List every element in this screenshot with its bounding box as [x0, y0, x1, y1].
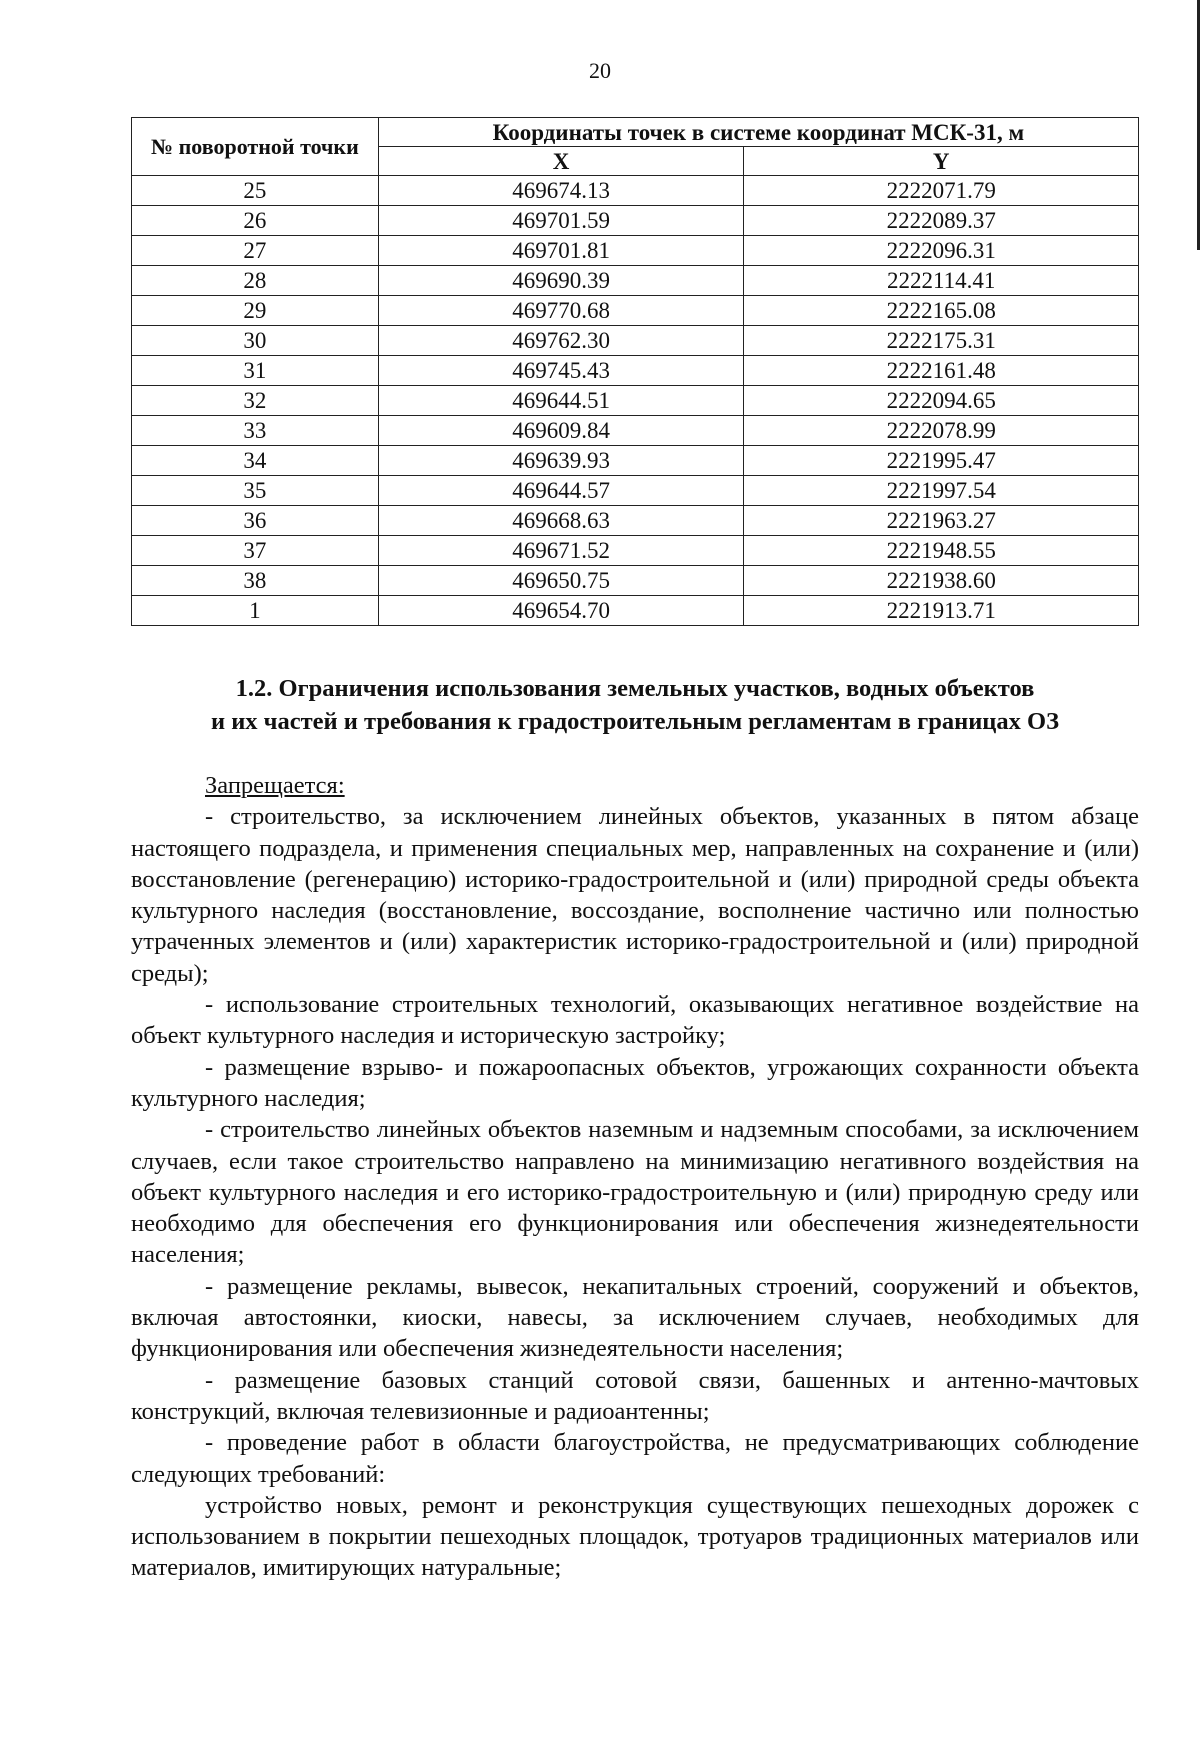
- cell-y: 2222175.31: [744, 326, 1139, 356]
- cell-y: 2221995.47: [744, 446, 1139, 476]
- table-row: [132, 356, 1139, 386]
- cell-x: 469609.84: [378, 416, 744, 446]
- cell-point-number: 35: [132, 476, 379, 506]
- table-row: [132, 596, 1139, 626]
- table-row: [132, 536, 1139, 566]
- cell-x: 469639.93: [378, 446, 744, 476]
- cell-x: 469644.57: [378, 476, 744, 506]
- table-row: [132, 416, 1139, 446]
- table-row: [132, 236, 1139, 266]
- table-row: [132, 476, 1139, 506]
- cell-point-number: 36: [132, 506, 379, 536]
- cell-x: 469654.70: [378, 596, 744, 626]
- table-row: [132, 446, 1139, 476]
- cell-x: 469745.43: [378, 356, 744, 386]
- cell-point-number: 29: [132, 296, 379, 326]
- section-title: [131, 672, 1139, 738]
- paragraph: - размещение рекламы, вывесок, некапитальных строений, сооружений и объектов, включая автостоянки, киоски, навесы, за исключением случаев, необходимых для функционирования или обеспечения жизнедеятельности населения;: [131, 1272, 1139, 1363]
- table-row: [132, 206, 1139, 236]
- cell-y: 2222114.41: [744, 266, 1139, 296]
- table-row: [132, 266, 1139, 296]
- coordinates-table: [131, 117, 1139, 626]
- page-number: 20: [589, 58, 611, 83]
- cell-x: 469701.81: [378, 236, 744, 266]
- cell-point-number: 37: [132, 536, 379, 566]
- header-y: Y: [744, 147, 1139, 176]
- cell-x: 469701.59: [378, 206, 744, 236]
- paragraph: устройство новых, ремонт и реконструкция существующих пешеходных дорожек с использованием в покрытии пешеходных площадок, тротуаров традиционных материалов или материалов, имитирующих натуральные;: [131, 1491, 1139, 1582]
- paragraph: - строительство линейных объектов наземным и надземным способами, за исключением случаев, если такое строительство направлено на минимизацию негативного воздействия на объект культурного наследия и его историко-градостроительную и (или) природную среду или необходимо для обеспечения его функционирования или обеспечения жизнедеятельности населения;: [131, 1116, 1139, 1269]
- cell-point-number: 32: [132, 386, 379, 416]
- cell-point-number: 31: [132, 356, 379, 386]
- cell-point-number: 34: [132, 446, 379, 476]
- table-header-row: [132, 118, 1139, 147]
- cell-point-number: 1: [132, 596, 379, 626]
- table-row: [132, 386, 1139, 416]
- section-title-line-1: 1.2. Ограничения использования земельных участков, водных объектов: [235, 675, 1035, 702]
- cell-point-number: 33: [132, 416, 379, 446]
- cell-y: 2222165.08: [744, 296, 1139, 326]
- cell-y: 2221913.71: [744, 596, 1139, 626]
- cell-x: 469650.75: [378, 566, 744, 596]
- cell-x: 469671.52: [378, 536, 744, 566]
- cell-x: 469644.51: [378, 386, 744, 416]
- table-row: [132, 326, 1139, 356]
- cell-x: 469668.63: [378, 506, 744, 536]
- table-row: [132, 296, 1139, 326]
- cell-y: 2221963.27: [744, 506, 1139, 536]
- cell-y: 2222071.79: [744, 176, 1139, 206]
- table-row: [132, 566, 1139, 596]
- prohibited-lead: Запрещается:: [205, 772, 345, 799]
- cell-x: 469690.39: [378, 266, 744, 296]
- cell-x: 469762.30: [378, 326, 744, 356]
- cell-y: 2222089.37: [744, 206, 1139, 236]
- table-body: [132, 176, 1139, 626]
- table-row: [132, 176, 1139, 206]
- cell-point-number: 27: [132, 236, 379, 266]
- cell-point-number: 30: [132, 326, 379, 356]
- cell-y: 2222161.48: [744, 356, 1139, 386]
- cell-point-number: 38: [132, 566, 379, 596]
- paragraph: - строительство, за исключением линейных объектов, указанных в пятом абзаце настоящего подраздела, и применения специальных мер, направленных на сохранение и (или) восстановление (регенерацию) историко-градостроительной и (или) природной среды объекта культурного наследия (восстановление, воссоздание, восполнение частично или полностью утраченных элементов и (или) характеристик историко-градостроительной и (или) природной среды);: [131, 803, 1139, 987]
- section-title-line-2: и их частей и требования к градостроительным регламентам в границах ОЗ: [210, 708, 1060, 735]
- header-coordinates: Координаты точек в системе координат МСК-31, м: [378, 118, 1138, 147]
- cell-point-number: 28: [132, 266, 379, 296]
- cell-x: 469770.68: [378, 296, 744, 326]
- header-point-number: № поворотной точки: [132, 118, 379, 176]
- cell-y: 2221948.55: [744, 536, 1139, 566]
- cell-y: 2222094.65: [744, 386, 1139, 416]
- paragraph: - размещение взрыво- и пожароопасных объектов, угрожающих сохранности объекта культурного наследия;: [131, 1053, 1139, 1112]
- table-row: [132, 506, 1139, 536]
- cell-point-number: 25: [132, 176, 379, 206]
- cell-y: 2222096.31: [744, 236, 1139, 266]
- paragraph: - использование строительных технологий, оказывающих негативное воздействие на объект культурного наследия и историческую застройку;: [131, 991, 1139, 1050]
- cell-y: 2221938.60: [744, 566, 1139, 596]
- cell-x: 469674.13: [378, 176, 744, 206]
- cell-y: 2221997.54: [744, 476, 1139, 506]
- body-text: [131, 770, 1139, 1584]
- header-x: X: [378, 147, 744, 176]
- cell-y: 2222078.99: [744, 416, 1139, 446]
- cell-point-number: 26: [132, 206, 379, 236]
- paragraph: - размещение базовых станций сотовой связи, башенных и антенно-мачтовых конструкций, включая телевизионные и радиоантенны;: [131, 1366, 1139, 1425]
- paragraph: - проведение работ в области благоустройства, не предусматривающих соблюдение следующих требований:: [131, 1429, 1139, 1488]
